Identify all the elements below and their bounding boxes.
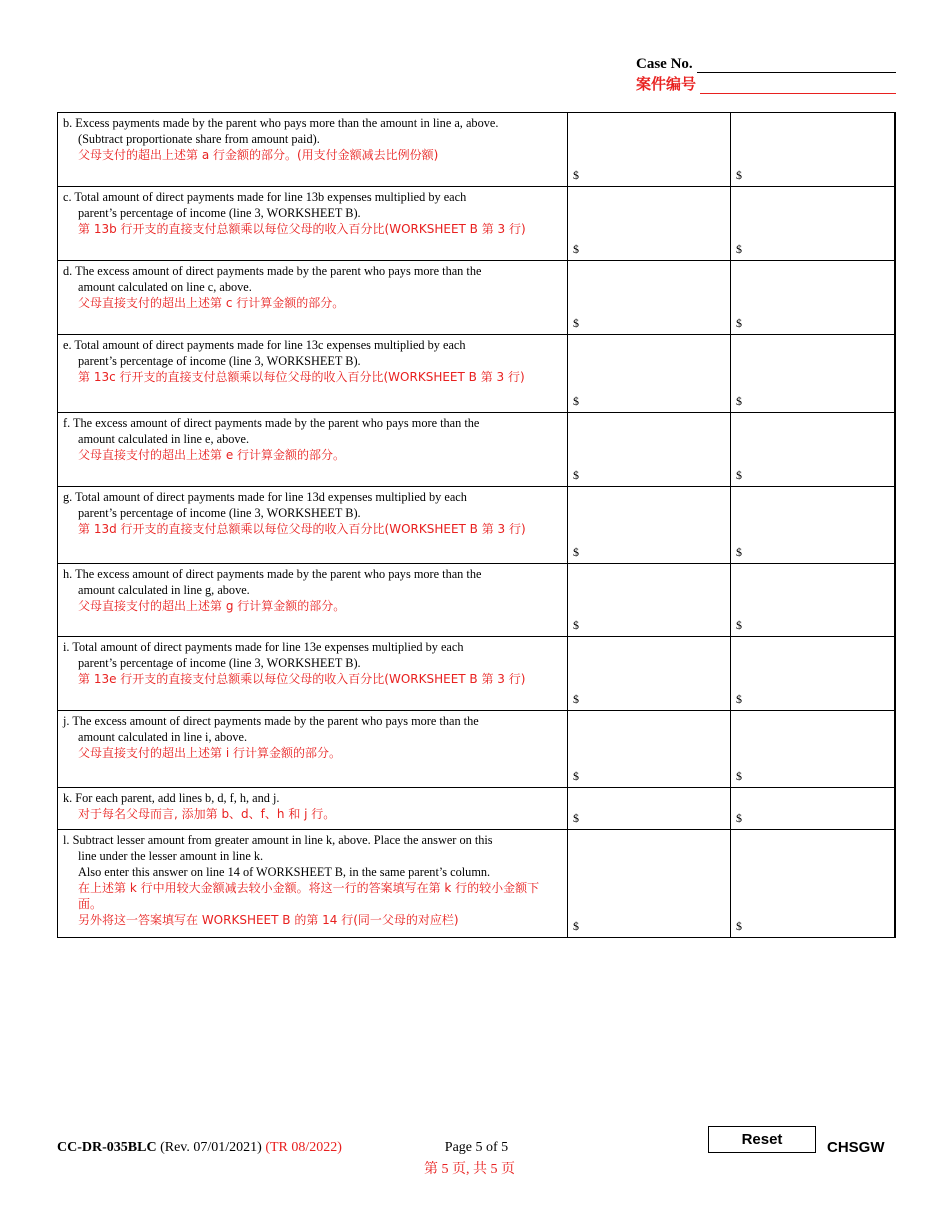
- form-id: CC-DR-035BLC: [57, 1140, 157, 1155]
- dollar-sign: $: [736, 545, 742, 559]
- table-row-f: [58, 413, 895, 487]
- row-b-parent1-amount[interactable]: [568, 113, 731, 187]
- dollar-sign: $: [573, 242, 579, 256]
- row-l-text-3: Also enter this answer on line 14 of WORKSHEET B, in the same parent’s column.: [78, 865, 491, 879]
- dollar-sign: $: [573, 618, 579, 632]
- row-f-text: f. The excess amount of direct payments made by the parent who pays more than the: [63, 416, 480, 430]
- worksheet-table: [57, 112, 896, 938]
- dollar-sign: $: [736, 919, 742, 933]
- row-l-text-zh-2: 另外将这一答案填写在 WORKSHEET B 的第 14 行(同一父母的对应栏): [78, 913, 459, 927]
- row-b-parent2-amount[interactable]: [731, 113, 895, 187]
- row-h-text-2: amount calculated in line g, above.: [78, 583, 250, 597]
- dollar-sign: $: [736, 394, 742, 408]
- dollar-sign: $: [736, 168, 742, 182]
- page-number-en: Page 5 of 5: [444, 1140, 509, 1155]
- case-number-field[interactable]: [697, 57, 896, 73]
- row-d-parent1-amount[interactable]: [568, 261, 731, 335]
- row-e-text: e. Total amount of direct payments made for line 13c expenses multiplied by each: [63, 338, 466, 352]
- case-number-block: [636, 52, 896, 94]
- row-c-parent1-amount[interactable]: [568, 187, 731, 261]
- row-g-text-2: parent’s percentage of income (line 3, WORKSHEET B).: [78, 506, 361, 520]
- row-e-parent2-amount[interactable]: [731, 335, 895, 413]
- dollar-sign: $: [573, 811, 579, 825]
- case-number-row: [636, 52, 896, 73]
- dollar-sign: $: [736, 468, 742, 482]
- row-d-text: d. The excess amount of direct payments made by the parent who pays more than the: [63, 264, 482, 278]
- row-h-parent1-amount[interactable]: [568, 564, 731, 637]
- row-c-parent2-amount[interactable]: [731, 187, 895, 261]
- row-c-text-zh: 第 13b 行开支的直接支付总额乘以每位父母的收入百分比(WORKSHEET B 第 3 行): [78, 222, 526, 236]
- row-e-parent1-amount[interactable]: [568, 335, 731, 413]
- row-l-text-zh: 在上述第 k 行中用较大金额减去较小金额。将这一行的答案填写在第 k 行的较小金额下面。: [78, 881, 540, 911]
- row-g-parent1-amount[interactable]: [568, 487, 731, 564]
- row-g-text: g. Total amount of direct payments made for line 13d expenses multiplied by each: [63, 490, 467, 504]
- row-l-text: l. Subtract lesser amount from greater amount in line k, above. Place the answer on this: [63, 833, 493, 847]
- row-g-description: [58, 487, 568, 564]
- dollar-sign: $: [573, 545, 579, 559]
- form-revision: (Rev. 07/01/2021): [160, 1140, 262, 1155]
- reset-button[interactable]: Reset: [708, 1126, 816, 1153]
- table-row-j: [58, 711, 895, 788]
- table-row-b: [58, 113, 895, 187]
- row-j-text: j. The excess amount of direct payments made by the parent who pays more than the: [63, 714, 479, 728]
- form-identifier: [57, 1140, 342, 1156]
- case-number-label: Case No.: [636, 56, 693, 72]
- dollar-sign: $: [573, 692, 579, 706]
- row-l-text-2: line under the lesser amount in line k.: [78, 849, 264, 863]
- dollar-sign: $: [736, 692, 742, 706]
- dollar-sign: $: [573, 468, 579, 482]
- row-c-description: [58, 187, 568, 261]
- table-row-i: [58, 637, 895, 711]
- row-f-text-zh: 父母直接支付的超出上述第 e 行计算金额的部分。: [78, 448, 346, 462]
- row-b-description: [58, 113, 568, 187]
- dollar-sign: $: [573, 919, 579, 933]
- table-row-d: [58, 261, 895, 335]
- row-k-text: k. For each parent, add lines b, d, f, h, and j.: [63, 791, 280, 805]
- table-row-e: [58, 335, 895, 413]
- row-f-parent2-amount[interactable]: [731, 413, 895, 487]
- page-number: [424, 1140, 515, 1178]
- row-e-text-zh: 第 13c 行开支的直接支付总额乘以每位父母的收入百分比(WORKSHEET B 第 3 行): [78, 370, 525, 384]
- dollar-sign: $: [573, 316, 579, 330]
- dollar-sign: $: [736, 242, 742, 256]
- dollar-sign: $: [573, 769, 579, 783]
- row-j-text-2: amount calculated in line i, above.: [78, 730, 248, 744]
- row-i-text: i. Total amount of direct payments made for line 13e expenses multiplied by each: [63, 640, 464, 654]
- row-c-text-2: parent’s percentage of income (line 3, WORKSHEET B).: [78, 206, 361, 220]
- row-e-text-2: parent’s percentage of income (line 3, WORKSHEET B).: [78, 354, 361, 368]
- row-i-parent1-amount[interactable]: [568, 637, 731, 711]
- row-l-parent2-amount[interactable]: [731, 830, 895, 938]
- dollar-sign: $: [736, 769, 742, 783]
- row-l-description: [58, 830, 568, 938]
- row-c-text: c. Total amount of direct payments made for line 13b expenses multiplied by each: [63, 190, 467, 204]
- row-j-text-zh: 父母直接支付的超出上述第 i 行计算金额的部分。: [78, 746, 341, 760]
- row-l-parent1-amount[interactable]: [568, 830, 731, 938]
- row-h-description: [58, 564, 568, 637]
- dollar-sign: $: [573, 168, 579, 182]
- case-number-field-zh[interactable]: [700, 78, 896, 94]
- row-j-description: [58, 711, 568, 788]
- form-translation-date: (TR 08/2022): [265, 1140, 342, 1155]
- row-j-parent1-amount[interactable]: [568, 711, 731, 788]
- table-row-h: [58, 564, 895, 637]
- row-b-text-zh: 父母支付的超出上述第 a 行金额的部分。(用支付金额减去比例份额): [78, 148, 439, 162]
- row-g-text-zh: 第 13d 行开支的直接支付总额乘以每位父母的收入百分比(WORKSHEET B 第 3 行): [78, 522, 526, 536]
- row-h-text-zh: 父母直接支付的超出上述第 g 行计算金额的部分。: [78, 599, 346, 613]
- row-d-text-zh: 父母直接支付的超出上述第 c 行计算金额的部分。: [78, 296, 345, 310]
- table-row-c: [58, 187, 895, 261]
- row-i-parent2-amount[interactable]: [731, 637, 895, 711]
- row-i-text-zh: 第 13e 行开支的直接支付总额乘以每位父母的收入百分比(WORKSHEET B 第 3 行): [78, 672, 526, 686]
- dollar-sign: $: [573, 394, 579, 408]
- row-k-text-zh: 对于每名父母而言, 添加第 b、d、f、h 和 j 行。: [78, 807, 336, 821]
- row-f-description: [58, 413, 568, 487]
- row-k-parent2-amount[interactable]: [731, 788, 895, 830]
- dollar-sign: $: [736, 618, 742, 632]
- dollar-sign: $: [736, 811, 742, 825]
- row-b-text-2: (Subtract proportionate share from amount paid).: [78, 132, 320, 146]
- row-j-parent2-amount[interactable]: [731, 711, 895, 788]
- row-b-text: b. Excess payments made by the parent who pays more than the amount in line a, above.: [63, 116, 499, 130]
- page-number-zh: 第 5 页, 共 5 页: [424, 1162, 515, 1177]
- case-number-row-zh: [636, 73, 896, 94]
- form-code: CHSGW: [827, 1139, 885, 1156]
- row-g-parent2-amount[interactable]: [731, 487, 895, 564]
- row-d-parent2-amount[interactable]: [731, 261, 895, 335]
- dollar-sign: $: [736, 316, 742, 330]
- row-i-description: [58, 637, 568, 711]
- row-d-description: [58, 261, 568, 335]
- row-k-description: [58, 788, 568, 830]
- row-h-text: h. The excess amount of direct payments made by the parent who pays more than the: [63, 567, 482, 581]
- row-f-text-2: amount calculated in line e, above.: [78, 432, 250, 446]
- table-row-l: [58, 830, 895, 938]
- row-i-text-2: parent’s percentage of income (line 3, WORKSHEET B).: [78, 656, 361, 670]
- row-f-parent1-amount[interactable]: [568, 413, 731, 487]
- case-number-label-zh: 案件编号: [636, 77, 697, 93]
- row-k-parent1-amount[interactable]: [568, 788, 731, 830]
- table-row-g: [58, 487, 895, 564]
- row-d-text-2: amount calculated on line c, above.: [78, 280, 252, 294]
- row-e-description: [58, 335, 568, 413]
- row-h-parent2-amount[interactable]: [731, 564, 895, 637]
- table-row-k: [58, 788, 895, 830]
